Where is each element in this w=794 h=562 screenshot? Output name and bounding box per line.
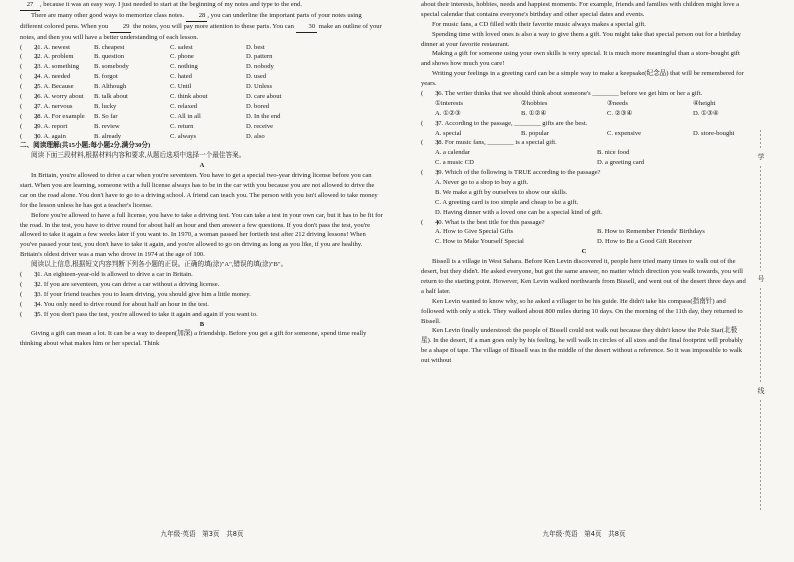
q40-options-cd [421,237,747,247]
tf-question-text: 33. If your friend teaches you to learn driving, you should give him a little money. [34,290,251,298]
answer-paren[interactable]: ( ) [20,300,38,308]
q39-option-d[interactable]: D. Having dinner with a loved one can be a special kind of gift. [435,208,603,216]
option-a[interactable]: 24. A. needed [34,73,71,81]
passage-b-para: Writing your feelings in a greeting card can be a simple way to make a keepsake(纪念品) that will be remembered for years. [421,70,744,88]
passage-b-label: B [199,320,205,328]
answer-paren[interactable]: ( ) [20,102,38,110]
tf-question-text: 31. An eighteen-year-old is allowed to drive a car in Britain. [34,271,193,279]
option-b[interactable]: B. talk about [94,93,128,101]
q39-option-c[interactable]: C. A greeting card is too simple and cheap to be a gift. [435,198,579,206]
answer-paren[interactable]: ( ) [20,112,38,120]
option-c[interactable]: C. return [170,122,194,130]
option-d[interactable]: D. Unless [246,83,273,91]
tf-question-text: 34. You only need to drive round for about half an hour in the test. [34,300,209,308]
option-b[interactable]: B. already [94,132,122,140]
option-a[interactable]: 30. A. again [34,132,66,140]
option-a[interactable]: 27. A. nervous [34,102,73,110]
option-c[interactable]: C. hated [170,73,192,81]
binding-line [760,288,761,383]
q40-option-c[interactable]: C. How to Make Yourself Special [435,238,524,246]
true-false-questions [20,270,384,319]
option-c[interactable]: C. think about [170,93,208,101]
option-d[interactable]: D. also [246,132,265,140]
q40-option-a[interactable]: A. How to Give Special Gifts [435,228,514,236]
option-b[interactable]: B. question [94,53,125,61]
answer-paren[interactable]: ( ) [20,280,38,288]
margin-mark-2: 号 [757,275,765,283]
q37-options [421,129,747,139]
option-d[interactable]: D. nobody [246,63,274,71]
tf-question-text: 32. If you are seventeen, you can drive a car without a driving license. [34,280,220,288]
answer-paren-38[interactable]: ( ) [421,139,439,147]
question-39: ( ) 39. Which of the following is TRUE according to the passage? [421,169,601,177]
section-title: 二、阅读理解(共15小题;每小题2分,满分30分) [20,142,151,150]
answer-paren-36[interactable]: ( ) [421,90,439,98]
passage-b-para: Making a gift for someone using your own skills is very special. It is much more meaningful than a store-bought gift and shows how much you care! [421,50,740,68]
binding-line [760,130,761,150]
question-38: ( ) 38. For music fans, ________ is a special gift. [421,139,557,147]
binding-line [760,166,761,271]
q39-option-a[interactable]: A. Never go to a shop to buy a gift. [435,179,529,187]
option-b[interactable]: B. review [94,122,120,130]
choice-row [20,43,384,53]
q37-option-c[interactable]: C. expensive [607,129,642,137]
q38-option-c[interactable]: C. a music CD [435,159,474,167]
q36-option-c[interactable]: C. ②③④ [607,109,633,117]
q36-option-d[interactable]: D. ①③④ [693,109,719,117]
q40-options-ab [421,227,747,237]
q36-options [421,109,747,119]
tf-question [20,280,384,290]
blank-29[interactable]: 29 [110,22,132,33]
margin-mark-1: 学 [757,153,765,161]
q38-options-cd [421,158,747,168]
section-instructions: 阅读下面三段材料,根据材料内容和要求,从题后选项中选择一个最佳答案。 [31,152,246,160]
option-b[interactable]: B. forgot [94,73,118,81]
passage-a-para-2: Before you're allowed to have a full license, you have to take a driving test. You can take a test in your own car, but it has to be fit for the road. In the test, you have to drive round for about half an hour and then answer a few questions. If you don't pass the test, you're allowed to take it again a few weeks later if you want to. In 1970, a woman passed her fortieth test after 212 driving lessons! When you've passed your test, you don't have to take it again, and you're allowed to go on driving as long as you like, if you are healthy. Britain's oldest driver was a man who drove in 1974 at the age of 100. [20,211,383,259]
option-a[interactable]: 23. A. something [34,63,80,71]
passage-b-continued [421,0,747,89]
tf-instructions: 阅读以上信息,根据短文内容判断下列各小题的正误。正确的填(涂)"A",错误的填(涂)"B"。 [31,261,288,269]
option-c[interactable]: C. Until [170,83,192,91]
passage-b-para: Spending time with loved ones is also a way to give them a gift. You might take that special person out for a birthday dinner at your favorite restaurant. [421,30,741,48]
option-d[interactable]: D. pattern [246,53,273,61]
passage-a-label: A [199,162,205,170]
answer-paren[interactable]: ( ) [20,132,38,140]
option-c[interactable]: C. All in all [170,112,201,120]
choice-row [20,132,384,142]
answer-paren[interactable]: ( ) [20,93,38,101]
passage-b-para: about their interests, hobbies, needs and happiest moments. For example, friends and families with children might love a special calendar that contains everyone's birthday and other special dates and events. [421,1,740,18]
option-b[interactable]: B. cheapest [94,43,125,51]
q37-option-b[interactable]: B. popular [521,129,549,137]
answer-paren[interactable]: ( ) [20,43,38,51]
q38-option-a[interactable]: A. a calendar [435,149,470,157]
passage-c-label: C [581,248,587,256]
option-a[interactable]: 29. A. report [34,122,68,130]
q36-option-b[interactable]: B. ①②④ [521,109,547,117]
q37-option-a[interactable]: A. special [435,129,462,137]
q39-option-b[interactable]: B. We make a gift by ourselves to show our skills. [435,188,568,196]
option-a[interactable]: 28. A. For example [34,112,85,120]
option-c[interactable]: C. nothing [170,63,198,71]
option-d[interactable]: D. receive [246,122,274,130]
question-37: ( ) 37. According to the passage, ________ gifts are the best. [421,119,588,127]
option-d[interactable]: D. best [246,43,265,51]
margin-mark-3: 线 [757,387,765,395]
q38-options-ab [421,148,747,158]
answer-paren[interactable]: ( ) [20,271,38,279]
cloze-paragraph-last: There are many other good ways to memorize class notes. 28 , you can underline the important parts of your notes using different colored pens. When you 29 the notes, you will pay more attention to these parts. You can 30 make an outline of your notes, and then you will have a better understanding of each lesson. [20,11,382,41]
option-b[interactable]: B. Although [94,83,127,91]
passage-c-para-1: Bissell is a village in West Sahara. Before Ken Levin discovered it, people here tried many times to walk out of the desert, but they didn't. He asked everyone, but got the same answer, no matter which direction you walk towards, you will return to the starting point. However, Ken Levin walked northwards from Bissell, and went out of the desert three days and a half later. [421,258,746,295]
page-footer-left: 九年级·英语 第3页 共8页 [160,530,244,538]
cloze-line-27: 27 , because it was an easy way. I just needed to start at the beginning of my notes and type to the end. [20,0,384,11]
option-a[interactable]: 25. A. Because [34,83,74,91]
option-d[interactable]: D. care about [246,93,282,101]
passage-c-para-2: Ken Levin wanted to know why, so he asked a villager to be his guide. He didn't take his compass(指南针) and followed with only a stick. They walked about 800 miles during 10 days. On the morning of the 11th day, they returned to Bissell. [421,297,743,325]
q37-option-d[interactable]: D. store-bought [693,129,735,137]
page-footer-right: 九年级·英语 第4页 共8页 [542,530,626,538]
choice-row [20,62,384,72]
answer-paren-37[interactable]: ( ) [421,119,439,127]
right-page [421,0,747,562]
answer-paren[interactable]: ( ) [20,310,38,318]
option-c[interactable]: C. safest [170,43,193,51]
passage-b-para: For music fans, a CD filled with their favorite music always makes a special gift. [432,20,646,28]
q40-option-d[interactable]: D. How to Be a Good Gift Receiver [597,238,692,246]
choice-row [20,112,384,122]
left-page [20,0,384,562]
option-a[interactable]: 22. A. problem [34,53,74,61]
option-d[interactable]: D. bored [246,102,270,110]
q36-items: ①interests ②hobbies ③needs ④height [435,99,716,107]
option-c[interactable]: C. relaxed [170,102,198,110]
passage-a-para-1: In Britain, you're allowed to drive a car when you're seventeen. You have to get a special two-year driving license before you can start. When you are learning, someone with a full license always has to be in the car with you because you are not allowed to drive the car on the road alone. You don't have to go to a driving school. A friend can teach you. The person with you isn't allowed to take money for the lesson unless he has got a teacher's license. [20,172,378,209]
q39-options [421,178,747,218]
option-a[interactable]: 21. A. newest [34,43,70,51]
cloze-choices [20,43,384,142]
q40-option-b[interactable]: B. How to Remember Friends' Birthdays [597,228,705,236]
option-d[interactable]: D. In the end [246,112,281,120]
answer-paren[interactable]: ( ) [20,53,38,61]
tf-question [20,270,384,280]
answer-paren[interactable]: ( ) [20,63,38,71]
answer-paren-40[interactable]: ( ) [421,218,439,226]
blank-30[interactable]: 30 [296,22,318,33]
binding-line [760,400,761,510]
blank-28[interactable]: 28 [186,11,208,22]
passage-b-start: Giving a gift can mean a lot. It can be a way to deepen(加深) a friendship. Before you get a gift for someone, spend time really thinking about what makes him or her special. Think [20,330,367,348]
tf-question [20,300,384,310]
q36-option-a[interactable]: A. ①②③ [435,109,461,117]
passage-c-para-3: Ken Levin finally understood: the people of Bissell could not walk out because they didn't know the Pole Star(北极星). In the desert, if a man goes only by his feeling, he will walk in circles of all sizes and the final footprint will probably be a shape of tape. The village of Bissell was in the middle of the desert without a reference. So it was impossible to walk out without [421,327,743,365]
answer-paren[interactable]: ( ) [20,73,38,81]
choice-row [20,82,384,92]
choice-row [20,122,384,132]
question-40: ( ) 40. What is the best title for this passage? [421,218,545,226]
q38-option-b[interactable]: B. nice food [597,149,630,157]
option-c[interactable]: C. always [170,132,197,140]
choice-row [20,92,384,102]
blank-27[interactable]: 27 [20,0,40,11]
answer-paren-39[interactable]: ( ) [421,169,439,177]
option-b[interactable]: B. somebody [94,63,129,71]
choice-row [20,72,384,82]
choice-row [20,102,384,112]
tf-question [20,290,384,300]
answer-paren[interactable]: ( ) [20,122,38,130]
option-b[interactable]: B. lucky [94,102,117,110]
option-b[interactable]: B. So far [94,112,118,120]
option-a[interactable]: 26. A. worry about [34,93,84,101]
question-36: ( ) 36. The writer thinks that we should think about someone's ________ before we get him or her a gift. [421,90,703,98]
q38-option-d[interactable]: D. a greeting card [597,159,645,167]
choice-row [20,52,384,62]
answer-paren[interactable]: ( ) [20,83,38,91]
option-c[interactable]: C. phone [170,53,194,61]
answer-paren[interactable]: ( ) [20,290,38,298]
tf-question [20,310,384,320]
tf-question-text: 35. If you don't pass the test, you're allowed to take it again and again if you want to. [34,310,258,318]
option-d[interactable]: D. used [246,73,267,81]
